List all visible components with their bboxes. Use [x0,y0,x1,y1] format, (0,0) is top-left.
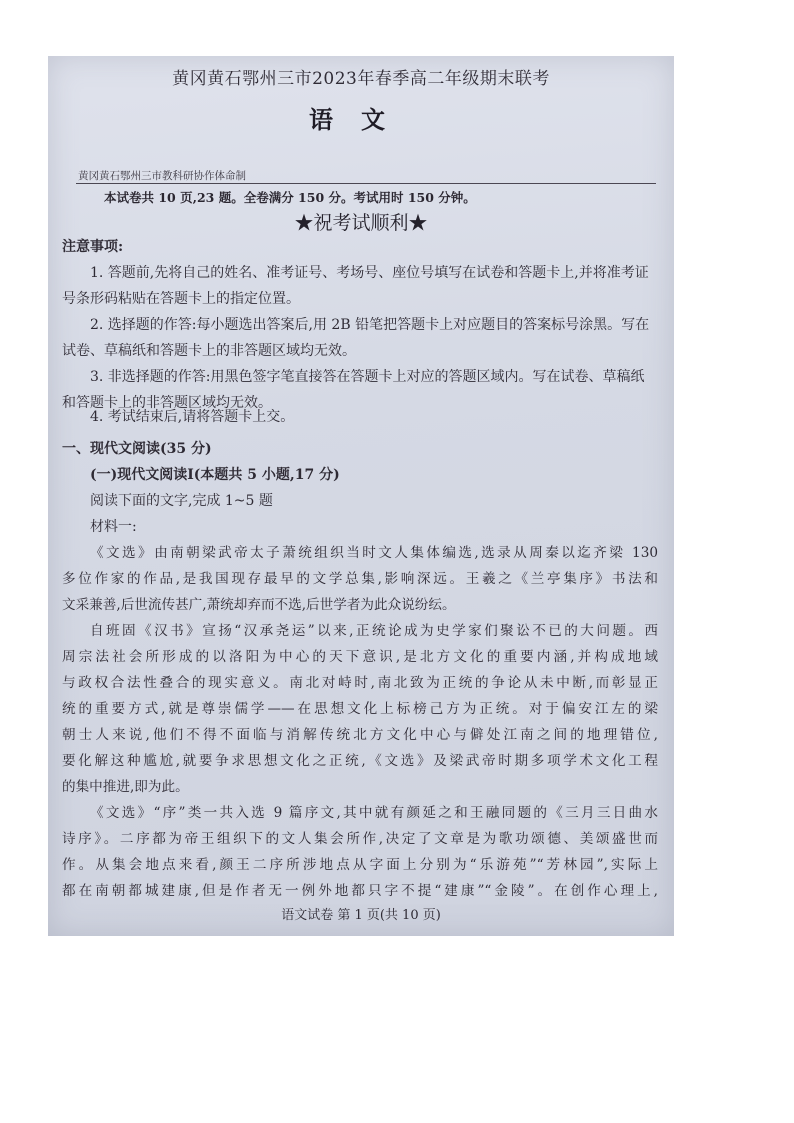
material-line: 多位作家的作品,是我国现存最早的文学总集,影响深远。王羲之《兰亭集序》书法和 [62,571,658,587]
note-item-4: 4. 考试结束后,请将答题卡上交。 [90,409,295,425]
page-footer: 语文试卷 第 1 页(共 10 页) [281,908,441,923]
material-line: 周宗法社会所形成的以洛阳为中心的天下意识,是北方文化的重要内涵,并构成地域 [62,649,658,665]
material-line: 的集中推进,即为此。 [62,779,189,795]
note-item-2: 2. 选择题的作答:每小题选出答案后,用 2B 铅笔把答题卡上对应题目的答案标号涂黑。写在试卷、草稿纸和答题卡上的非答题区域均无效。 [62,317,650,359]
material-label: 材料一: [90,519,137,535]
material-line: 要化解这种尴尬,就要争求思想文化之正统,《文选》及梁武帝时期多项学术文化工程 [62,753,658,769]
material-line: 文采兼善,后世流传甚广,萧统却弃而不选,后世学者为此众说纷纭。 [62,597,456,613]
material-line: 《文选》由南朝梁武帝太子萧统组织当时文人集体编选,选录从周秦以迄齐梁 130 [90,545,658,561]
notes-heading: 注意事项: [62,239,124,255]
material-line: 朝士人来说,他们不得不面临与消解传统北方文化中心与僻处江南之间的地理错位, [62,727,658,743]
material-line: 《文选》“序”类一共入选 9 篇序文,其中就有颜延之和王融同题的《三月三日曲水 [90,805,658,821]
material-line: 统的重要方式,就是尊崇儒学——在思想文化上标榜己方为正统。对于偏安江左的梁 [62,701,658,717]
section-heading: 一、现代文阅读(35 分) [62,441,212,457]
exam-page-photo [48,56,674,936]
blessing: ★祝考试顺利★ [294,212,428,234]
exam-info: 本试卷共 10 页,23 题。全卷满分 150 分。考试用时 150 分钟。 [104,190,476,205]
material-line: 与政权合法性叠合的现实意义。南北对峙时,南北致为正统的争论从未中断,而彰显正 [62,675,658,691]
organizer-line: 黄冈黄石鄂州三市教科研协作体命制 [78,170,246,182]
note-item-3: 3. 非选择题的作答:用黑色签字笔直接答在答题卡上对应的答题区域内。写在试卷、草稿纸和答题卡上的非答题区域均无效。 [62,369,645,411]
note-item-1: 1. 答题前,先将自己的姓名、准考证号、考场号、座位号填写在试卷和答题卡上,并将准考证号条形码粘贴在答题卡上的指定位置。 [62,265,649,307]
reading-instruction: 阅读下面的文字,完成 1~5 题 [90,493,273,509]
material-line: 都在南朝都城建康,但是作者无一例外地都只字不提“建康”“金陵”。在创作心理上, [62,883,658,899]
section-subheading: (一)现代文阅读Ⅰ(本题共 5 小题,17 分) [90,467,340,483]
header-divider [76,183,656,184]
subject-title: 语文 [309,105,413,134]
material-line: 自班固《汉书》宣扬“汉承尧运”以来,正统论成为史学家们聚讼不已的大问题。西 [90,623,658,639]
material-line: 作。从集会地点来看,颜王二序所涉地点从字面上分别为“乐游苑”“芳林园”,实际上 [62,857,658,873]
exam-title: 黄冈黄石鄂州三市2023年春季高二年级期末联考 [172,69,550,89]
material-line: 诗序》。二序都为帝王组织下的文人集会所作,决定了文章是为歌功颂德、美颂盛世而 [62,831,658,847]
